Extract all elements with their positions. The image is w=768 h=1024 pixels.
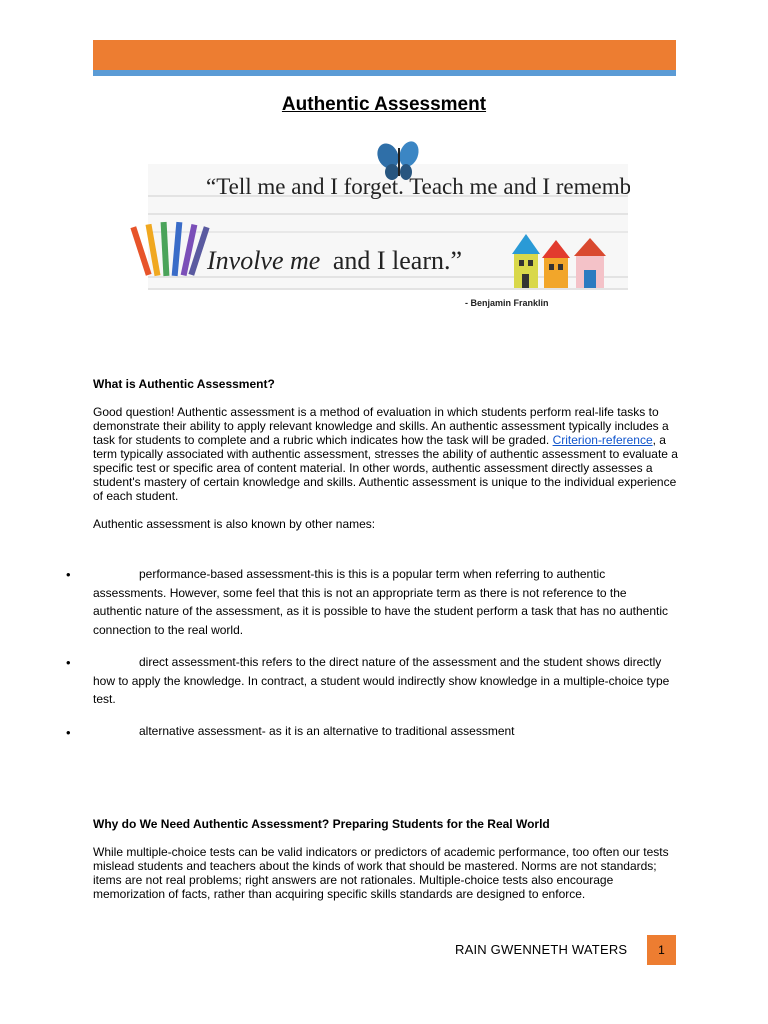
list-item: alternative assessment- as it is an alternative to traditional assessment bbox=[139, 724, 515, 738]
list-item: direct assessment-this refers to the direct nature of the assessment and the student shows directly how to apply the knowledge. In contract, a student would indirectly show knowledge in a multiple-choice type test. bbox=[93, 655, 670, 706]
section2-heading: Why do We Need Authentic Assessment? Preparing Students for the Real World bbox=[93, 817, 550, 831]
header-blue-rule bbox=[93, 70, 676, 76]
header-orange-bar bbox=[93, 40, 676, 70]
bullet-marker: • bbox=[66, 725, 71, 740]
footer-author: RAIN GWENNETH WATERS bbox=[455, 942, 628, 957]
section1-paragraph bbox=[93, 405, 678, 503]
criterion-reference-link[interactable]: Criterion-reference bbox=[552, 433, 653, 447]
quote-line-1: “Tell me and I forget. Teach me and I remember. bbox=[206, 174, 630, 199]
svg-text:Involve me and I learn.” bbox=[206, 246, 462, 275]
section1-heading: What is Authentic Assessment? bbox=[93, 377, 275, 391]
section2-paragraph: While multiple-choice tests can be valid indicators or predictors of academic performance, too often our tests mislead students and teachers about the kinds of work that should be mastered. Norms are not standards; items are not real problems; right answers are not rationales. Multiple-choice tests also encourage memorization of facts, rather than acquiring specific skills standards are designed to enforce. bbox=[93, 845, 669, 901]
also-known-text: Authentic assessment is also known by other names: bbox=[93, 517, 376, 531]
page-title: Authentic Assessment bbox=[281, 94, 487, 115]
quote-line-2-italic: Involve me bbox=[207, 246, 321, 275]
quote-attribution: - Benjamin Franklin bbox=[465, 298, 549, 308]
bullet-marker: • bbox=[66, 567, 71, 582]
franklin-quote-image bbox=[130, 136, 630, 316]
section1-text-a: Good question! Authentic assessment is a method of evaluation in which students perform real-life tasks to demonstrate their ability to apply relevant knowledge and skills. An authentic assessment typically includes a task for students to complete and a rubric which indicates how the task will be graded. bbox=[93, 405, 669, 447]
bullet-marker: • bbox=[66, 655, 71, 670]
list-item: performance-based assessment-this is this is a popular term when referring to authentic assessments. However, some feel that this is not an appropriate term as there is not reference to the authentic nature of the assessment, as it is possible to have the student perform a task that has no authentic connection to the real world. bbox=[93, 567, 669, 637]
quote-line-2-rest: and I learn.” bbox=[332, 246, 463, 275]
page-number-badge: 1 bbox=[647, 935, 676, 965]
section1-text-b: , a term typically associated with authentic assessment, stresses the ability of authentic assessment to evaluate a specific test or specific area of content material. In other words, authentic assessment directly assesses a student's mastery of certain knowledge and skills. Authentic assessment is unique to the individual experience of each student. bbox=[93, 433, 678, 503]
